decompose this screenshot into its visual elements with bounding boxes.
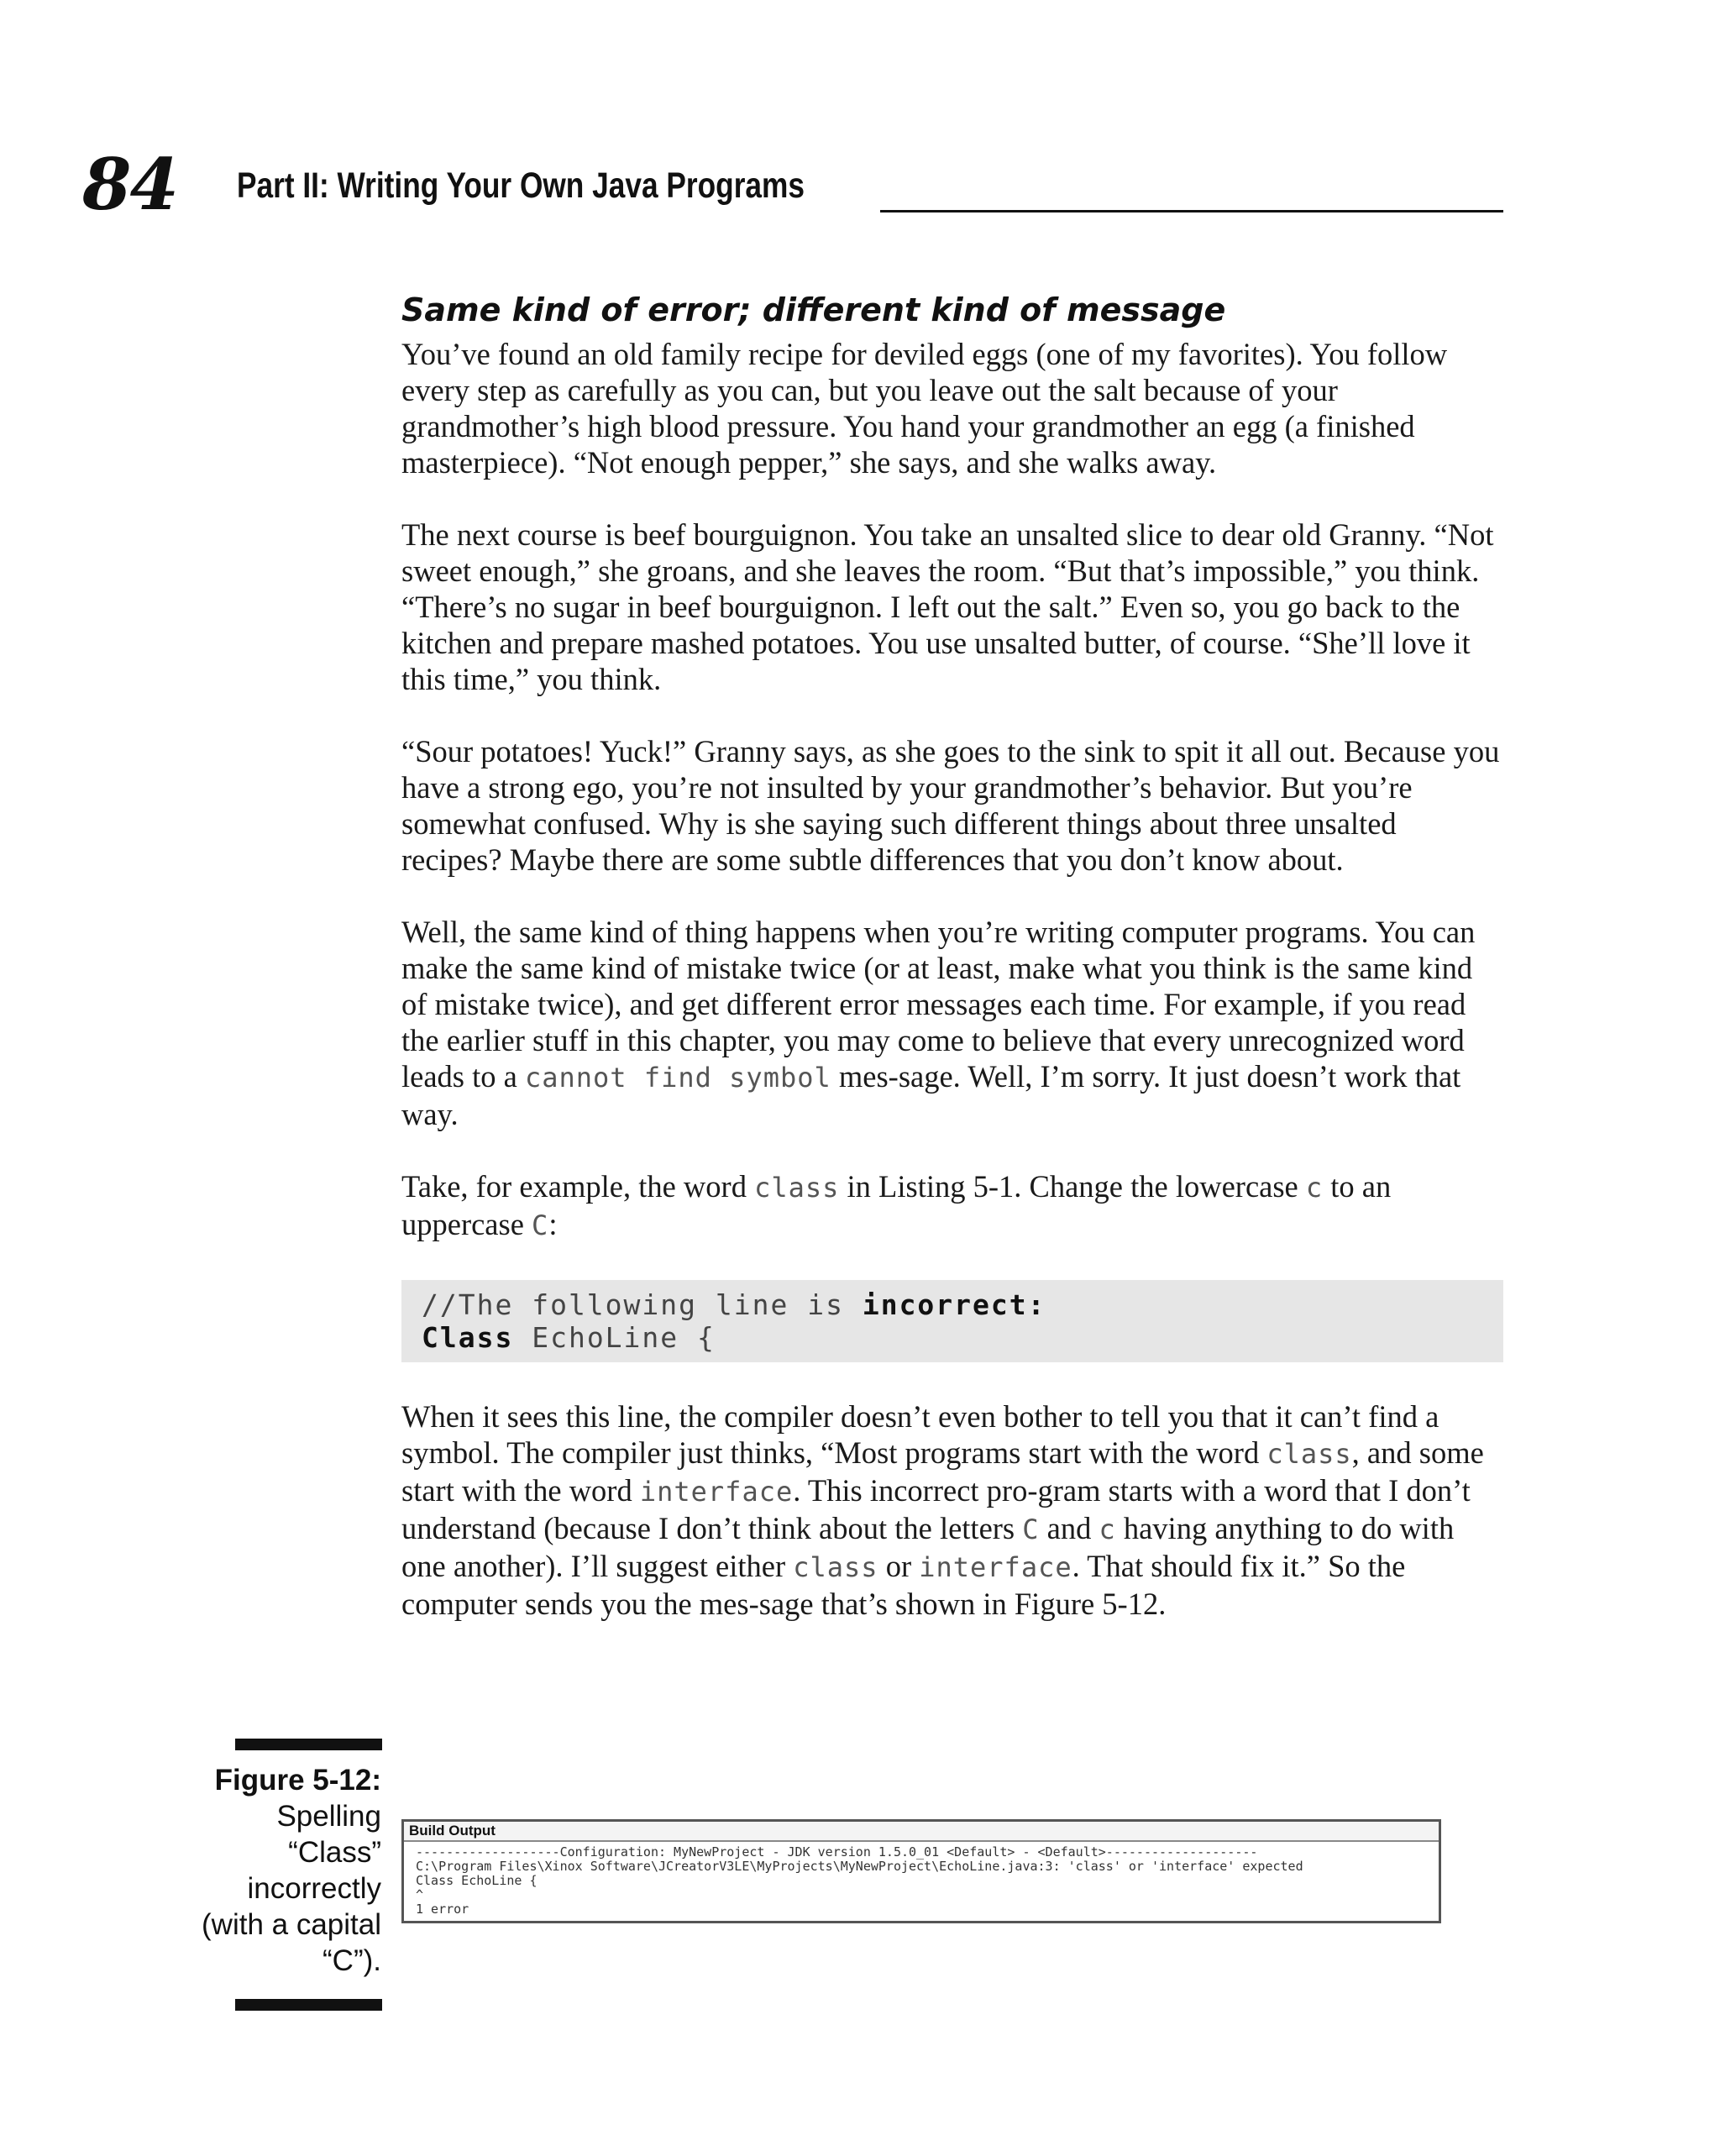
paragraph-1: You’ve found an old family recipe for deviled eggs (one of my favorites). You follow every step as carefully as you can, but you leave out the salt because of your grandmother’s high blood pressure. You hand your grandmother an egg (a finished masterpiece). “Not enough pepper,” she says, and she walks away.	[401, 337, 1448, 480]
paragraph-3: “Sour potatoes! Yuck!” Granny says, as she goes to the sink to spit it all out. Because you have a strong ego, you’re not insulted by your grandmother’s behavior. But you’re somewhat confused. Why is she saying such different things about three unsalted recipes? Maybe there are some subtle differences that you don’t know about.	[401, 734, 1500, 877]
code-keyword-class: Class	[422, 1321, 514, 1354]
header-rule	[880, 210, 1503, 212]
code-line-1	[422, 1288, 1483, 1321]
paragraph-4-text-b: mes-sage. Well, I’m sorry. It just doesn’t work that way.	[401, 1059, 1461, 1131]
inline-code-class: class	[793, 1551, 878, 1583]
build-output-body	[404, 1842, 1439, 1920]
code-keyword-incorrect: incorrect:	[862, 1288, 1046, 1321]
build-output-window	[401, 1819, 1441, 1923]
page-number: 84	[82, 143, 177, 226]
paragraph-2: The next course is beef bourguignon. You take an unsalted slice to dear old Granny. “Not sweet enough,” she groans, and she leaves the room. “But that’s impossible,” you think. “There’s no sugar in beef bourguignon. I left out the salt.” Even so, you go back to the kitchen and prepare mashed potatoes. You use unsalted butter, of course. “She’ll love it this time,” you think.	[401, 517, 1494, 696]
build-output-line: C:\Program Files\Xinox Software\JCreatorV3LE\MyProjects\MyNewProject\EchoLine.java:3: 'class' or 'interface' expected	[416, 1860, 1303, 1874]
paragraph-5-text-d: :	[548, 1207, 558, 1241]
inline-code-class: class	[754, 1172, 840, 1204]
paragraph-6	[401, 1398, 1503, 1622]
running-head: Part II: Writing Your Own Java Programs	[237, 165, 805, 206]
build-output-line: 1 error	[416, 1902, 469, 1917]
inline-code-interface: interface	[919, 1551, 1072, 1583]
inline-code-lowercase-c: c	[1305, 1172, 1324, 1204]
build-output-title: Build Output	[404, 1822, 1439, 1842]
paragraph-6-text-a: When it sees this line, the compiler doesn’t even bother to tell you that it can’t find a symbol. The compiler just thinks, “Most programs start with the word	[401, 1399, 1439, 1470]
paragraph-5-text-b: in Listing 5-1. Change the lowercase	[839, 1169, 1306, 1204]
paragraph-4-text-a: Well, the same kind of thing happens when you’re writing computer programs. You can make the same kind of mistake twice (or at least, make what you think is the same kind of mistake twice), and get different error messages each time. For example, if you read the earlier stuff in this chapter, you may come to believe that every unrecognized word leads to a	[401, 915, 1476, 1094]
paragraph-4	[401, 914, 1503, 1132]
inline-code-uppercase-c: C	[532, 1209, 549, 1241]
code-class-name: EchoLine {	[513, 1321, 716, 1354]
figure-label: Figure 5-12:	[214, 1764, 381, 1797]
build-output-line: Class EchoLine {	[416, 1874, 538, 1888]
figure-caption-bottom-rule	[235, 1999, 382, 2011]
code-listing	[401, 1280, 1503, 1362]
paragraph-6-text-b: , and some start with the word	[401, 1435, 1484, 1508]
main-content	[401, 284, 1503, 1658]
code-comment: //The following line is	[422, 1288, 863, 1321]
paragraph-6-text-g: . That should fix it.” So the computer sends you the mes-sage that’s shown in Figure 5-12.	[401, 1549, 1406, 1621]
paragraph-6-text-c: . This incorrect pro-gram starts with a word that I don’t understand (because I don’t think about the letters	[401, 1473, 1471, 1545]
figure-caption	[202, 1762, 381, 1979]
paragraph-5-text-c: to an uppercase	[401, 1169, 1392, 1241]
paragraph-5-text-a: Take, for example, the word	[401, 1169, 755, 1204]
paragraph-6-text-f: or	[878, 1549, 920, 1583]
paragraph-6-text-d: and	[1039, 1511, 1099, 1545]
inline-code-uppercase-c: C	[1022, 1513, 1040, 1545]
figure-caption-top-rule	[235, 1739, 382, 1750]
inline-code-interface: interface	[639, 1476, 794, 1508]
inline-code-class: class	[1266, 1438, 1352, 1470]
paragraph-5	[401, 1168, 1503, 1244]
inline-code-cannot-find-symbol: cannot find symbol	[524, 1062, 831, 1094]
inline-code-lowercase-c: c	[1099, 1513, 1116, 1545]
section-title: Same kind of error; different kind of message	[401, 291, 1226, 328]
build-output-line: -------------------Configuration: MyNewProject - JDK version 1.5.0_01 <Default> - <Default>--------------------	[416, 1845, 1258, 1860]
code-line-2	[422, 1321, 1483, 1354]
paragraph-6-text-e: having anything to do with one another). I’ll suggest either	[401, 1511, 1455, 1583]
build-output-line: ^	[416, 1888, 424, 1902]
figure-caption-text: Spelling “Class” incorrectly (with a capital “C”).	[202, 1800, 381, 1977]
